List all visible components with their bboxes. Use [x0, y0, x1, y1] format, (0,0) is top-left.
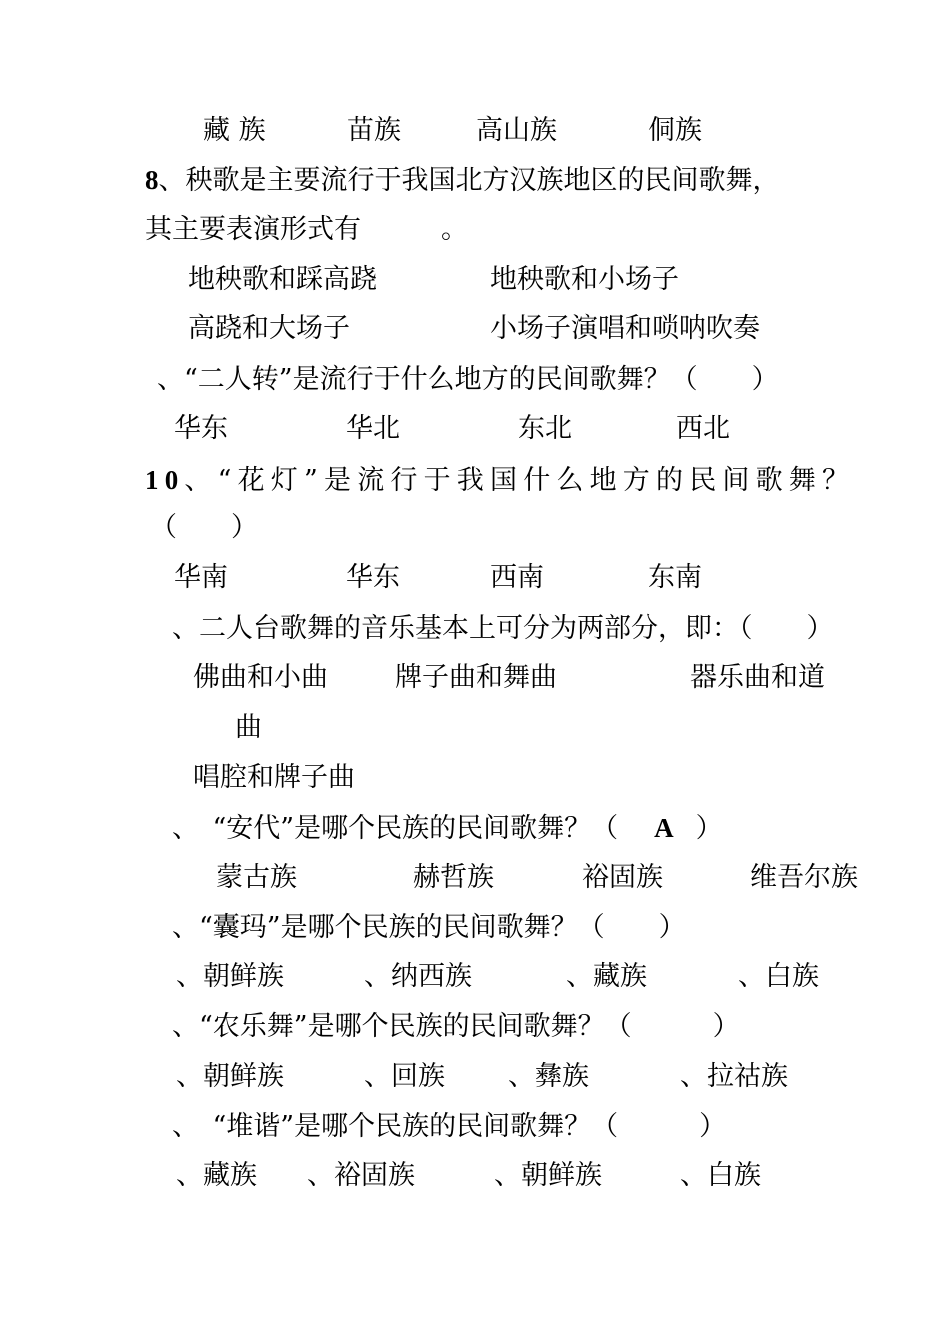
q15-option-d: 、白族 — [680, 1160, 761, 1191]
q12-option-d: 维吾尔族 — [750, 862, 858, 893]
q8-number: 8 — [145, 165, 159, 195]
q11-option-a: 佛曲和小曲 — [193, 662, 328, 693]
q10-option-d: 东南 — [648, 562, 702, 593]
q10-question-line2: （ ） — [150, 512, 258, 543]
q10-option-b: 华东 — [346, 562, 400, 593]
q9-option-a: 华东 — [174, 413, 228, 444]
q9-option-b: 华北 — [346, 413, 400, 444]
q12-option-a: 蒙古族 — [216, 862, 297, 893]
q9-question: 、“二人转”是流行于什么地方的民间歌舞？（ ） — [157, 364, 779, 395]
q15-option-c: 、朝鲜族 — [494, 1160, 602, 1191]
q12-question — [172, 811, 723, 846]
q14-question: 、“农乐舞”是哪个民族的民间歌舞？（ ） — [172, 1011, 740, 1042]
q7-option-c: 高山族 — [476, 115, 557, 146]
q14-option-c: 、彝族 — [508, 1061, 589, 1092]
q8-text-end: 。 — [441, 214, 468, 245]
q15-option-a: 、藏族 — [176, 1160, 257, 1191]
q8-option-a: 地秧歌和踩高跷 — [188, 264, 377, 295]
q14-option-a: 、朝鲜族 — [176, 1061, 284, 1092]
q7-option-b: 苗族 — [347, 115, 401, 146]
q11-option-d: 唱腔和牌子曲 — [193, 762, 355, 793]
q11-option-b: 牌子曲和舞曲 — [395, 662, 557, 693]
q8-question-line2 — [145, 213, 468, 247]
q8-text-line1: 、秧歌是主要流行于我国北方汉族地区的民间歌舞， — [158, 165, 780, 196]
q13-option-b: 、纳西族 — [364, 961, 472, 992]
q14-option-b: 、回族 — [364, 1061, 445, 1092]
q12-text-end: ） — [695, 813, 723, 844]
q12-option-b: 赫哲族 — [413, 862, 494, 893]
q8-option-b: 地秧歌和小场子 — [490, 264, 679, 295]
q13-option-c: 、藏族 — [566, 961, 647, 992]
q11-option-c: 器乐曲和道 — [690, 662, 825, 693]
q9-option-d: 西北 — [676, 413, 730, 444]
q10-option-c: 西南 — [490, 562, 544, 593]
q7-option-a: 藏 族 — [203, 115, 266, 146]
q8-option-c: 高跷和大场子 — [188, 313, 350, 344]
q11-question: 、二人台歌舞的音乐基本上可分为两部分，即：（ ） — [172, 613, 834, 644]
q12-answer: A — [654, 813, 674, 843]
q9-option-c: 东北 — [518, 413, 572, 444]
q15-question: 、 “堆谐”是哪个民族的民间歌舞？（ ） — [172, 1111, 727, 1142]
q8-question-line1 — [145, 163, 780, 198]
q10-question-line1 — [145, 463, 855, 498]
q15-option-b: 、裕固族 — [307, 1160, 415, 1191]
q13-option-a: 、朝鲜族 — [176, 961, 284, 992]
q12-option-c: 裕固族 — [582, 862, 663, 893]
q13-question: 、“囊玛”是哪个民族的民间歌舞？（ ） — [172, 912, 686, 943]
q12-text: 、 “安代”是哪个民族的民间歌舞？（ — [172, 813, 619, 844]
q10-number: 10 — [145, 465, 185, 495]
q11-option-c-continued: 曲 — [235, 712, 262, 743]
q10-text-line1: 、“花灯”是流行于我国什么地方的民间歌舞？ — [184, 465, 856, 496]
q7-option-d: 侗族 — [648, 115, 702, 146]
q10-option-a: 华南 — [174, 562, 228, 593]
q14-option-d: 、拉祜族 — [680, 1061, 788, 1092]
q13-option-d: 、白族 — [738, 961, 819, 992]
q8-option-d: 小场子演唱和唢呐吹奏 — [490, 313, 760, 344]
q8-text-line2: 其主要表演形式有 — [145, 214, 361, 245]
